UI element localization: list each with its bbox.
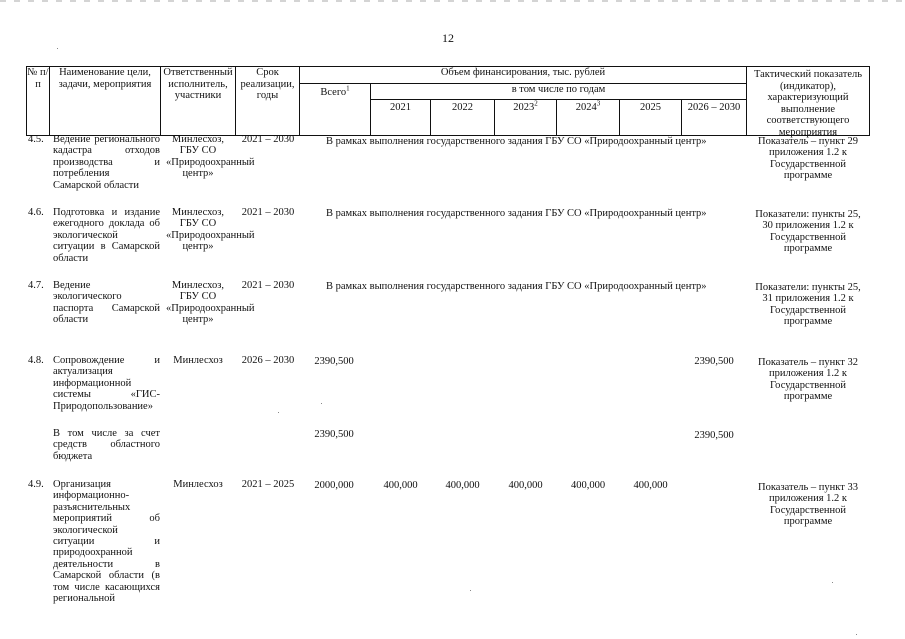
scan-edge	[0, 0, 905, 2]
row-name: Сопровождение и актуализация информационной системы «ГИС-Природопользование»	[53, 355, 160, 412]
header-financing-label: Объем финансирования, тыс. рублей	[440, 67, 606, 78]
header-executor-label: Ответственный исполнитель, участники	[163, 67, 233, 101]
row-name: Ведение регионального кадастра отходов производства и потребления Самарской области	[53, 134, 160, 191]
page-number: 12	[442, 31, 454, 45]
header-year-label: 2023	[513, 102, 535, 113]
row-name: Организация информационно-разъяснительных мероприятий об экологической ситуации и природоохранной деятельности в Самарской области (в том числе касающихся региональной	[53, 479, 160, 605]
row-number: 4.8.	[28, 355, 44, 366]
scan-speck	[832, 582, 833, 583]
row-total: 2000,000	[314, 480, 354, 491]
row-indicator: Показатели: пункты 25, 30 приложения 1.2 к Государственной программе	[755, 209, 861, 255]
row-year-value: 400,000	[445, 480, 480, 491]
header-name	[49, 66, 161, 136]
row-term: 2021 – 2030	[241, 207, 295, 218]
row-indicator: Показатели: пункты 25, 31 приложения 1.2 к Государственной программе	[755, 282, 861, 328]
header-num-label: № п/п	[27, 67, 49, 90]
header-by-year-label: в том числе по годам	[511, 84, 606, 95]
header-financing	[299, 66, 747, 84]
row-year-value: 400,000	[570, 480, 606, 491]
header-year-label: 2026 – 2030	[687, 102, 741, 113]
header-total	[299, 83, 371, 136]
header-year-2021	[370, 99, 431, 136]
row-number: 4.9.	[28, 479, 44, 490]
row-name: Ведение экологического паспорта Самарской области	[53, 280, 160, 326]
header-year-2024	[556, 99, 620, 136]
scan-speck	[856, 634, 857, 635]
row-name: В том числе за счет средств областного бюджета	[53, 428, 160, 462]
row-executor: Минлесхоз, ГБУ СО «Природоохранный центр»	[166, 280, 255, 326]
row-number: 4.7.	[28, 280, 44, 291]
header-year-sup: 3	[596, 99, 601, 108]
row-indicator: Показатель – пункт 29 приложения 1.2 к Государственной программе	[758, 136, 858, 182]
row-year-value: 400,000	[633, 480, 668, 491]
row-year-value: 2390,500	[694, 430, 734, 441]
header-year-sup: 2	[534, 99, 538, 108]
header-num	[26, 66, 50, 136]
header-year-2025	[619, 99, 682, 136]
header-year-label: 2021	[390, 102, 411, 113]
row-executor: Минлесхоз, ГБУ СО «Природоохранный центр»	[166, 207, 255, 253]
header-indicator-label: Тактический показатель (индикатор), характеризующий выполнение соответствующего мероприятия	[753, 69, 863, 138]
header-year-2022	[430, 99, 495, 136]
row-merged-note: В рамках выполнения государственного задания ГБУ СО «Природоохранный центр»	[326, 281, 707, 292]
row-year-value: 2390,500	[694, 356, 734, 367]
header-year-label: 2024	[575, 102, 597, 113]
row-indicator: Показатель – пункт 32 приложения 1.2 к Государственной программе	[758, 357, 858, 403]
header-year-2023	[494, 99, 557, 136]
header-year-label: 2022	[452, 102, 473, 113]
row-indicator: Показатель – пункт 33 приложения 1.2 к Государственной программе	[758, 482, 858, 528]
scan-speck	[470, 590, 471, 591]
row-year-value: 400,000	[508, 480, 543, 491]
header-term	[235, 66, 300, 136]
row-executor: Минлесхоз, ГБУ СО «Природоохранный центр»	[166, 134, 255, 180]
header-name-label: Наименование цели, задачи, мероприятия	[58, 67, 152, 90]
row-number: 4.6.	[28, 207, 44, 218]
row-year-value: 400,000	[383, 480, 418, 491]
row-total: 2390,500	[314, 429, 354, 440]
row-merged-note: В рамках выполнения государственного задания ГБУ СО «Природоохранный центр»	[326, 208, 707, 219]
row-term: 2021 – 2030	[241, 134, 295, 145]
header-year-2026-2030	[681, 99, 747, 136]
header-total-sup: 1	[346, 84, 350, 93]
row-name: Подготовка и издание ежегодного доклада об экологической ситуации в Самарской области	[53, 207, 160, 264]
row-merged-note: В рамках выполнения государственного задания ГБУ СО «Природоохранный центр»	[326, 136, 707, 147]
row-total: 2390,500	[314, 356, 354, 367]
header-term-label: Срок реализации, годы	[240, 67, 295, 101]
header-by-year	[370, 83, 747, 100]
header-total-label: Всего	[320, 87, 347, 98]
scan-speck	[321, 403, 322, 404]
header-year-label: 2025	[640, 102, 661, 113]
row-term: 2021 – 2030	[241, 280, 295, 291]
header-executor	[160, 66, 236, 136]
row-executor: Минлесхоз	[173, 355, 223, 366]
header-indicator	[746, 66, 870, 136]
row-number: 4.5.	[28, 134, 44, 145]
row-executor: Минлесхоз	[173, 479, 223, 490]
row-term: 2026 – 2030	[241, 355, 295, 366]
scan-speck	[278, 412, 279, 413]
row-term: 2021 – 2025	[241, 479, 295, 490]
scan-speck	[57, 48, 58, 49]
